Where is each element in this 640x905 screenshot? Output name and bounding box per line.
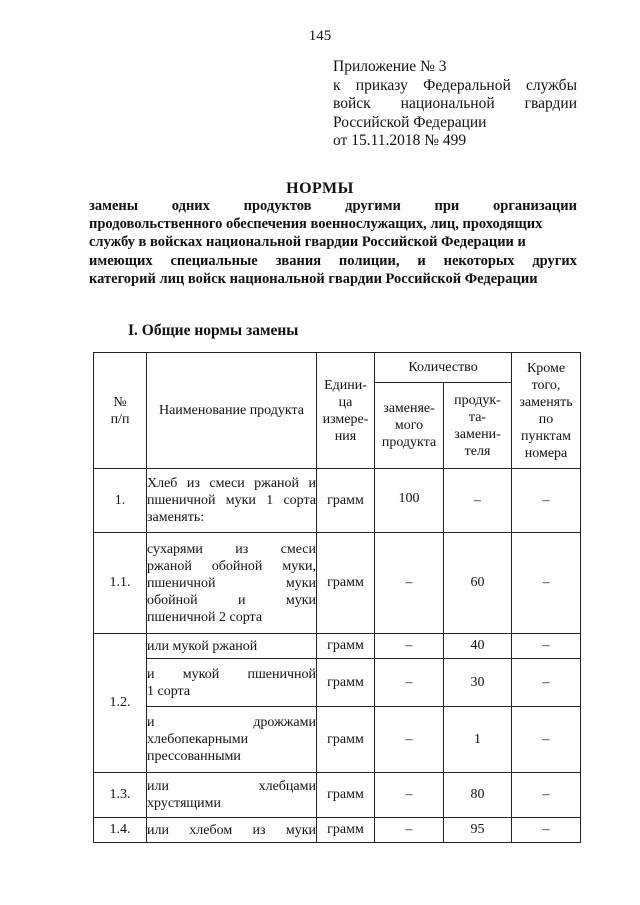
appendix-line-3 [333,95,577,114]
word: и [417,252,426,269]
word: гвардии [524,95,577,112]
row-unit: грамм [317,773,375,818]
row-replaced: – [375,773,444,818]
row-replacing: 60 [444,533,512,634]
name-line [147,592,316,609]
word: из [235,541,249,557]
header-unit [317,353,375,469]
word: службы [526,76,577,94]
name-line: хрустящими [147,796,222,811]
name-line [147,558,316,575]
word: из [252,822,266,838]
word: национальной [400,95,495,112]
name-line [147,822,316,839]
name-line [147,666,316,683]
row-name [147,634,317,659]
word: пшеничной [247,666,316,682]
header-num-line: п/п [110,411,130,427]
row-replaced: – [375,818,444,843]
header-extra-line: пунктам [521,428,571,444]
row-replaced: – [375,533,444,634]
header-unit-line: ца [338,394,353,410]
page-number: 145 [308,28,332,44]
row-replacing: 40 [444,634,512,659]
header-extra [512,353,581,469]
word: сухарями [147,541,203,557]
word: пшеничной [147,493,216,508]
word: муки, [282,558,316,574]
row-replacing: 1 [444,707,512,773]
header-extra-line: того, [531,377,561,393]
row-unit: грамм [317,707,375,773]
table-row [94,469,581,533]
word: муки [285,592,316,608]
norms-table [93,352,581,843]
word: полиции, [338,252,400,269]
table-row [94,773,581,818]
word: пшеничной [147,575,216,591]
section-title: I. Общие нормы замены [128,322,299,339]
word: к [333,76,341,94]
row-num: 1.4. [94,818,147,843]
row-extra: – [512,707,581,773]
word: продуктов [243,198,312,214]
appendix-line-1: Приложение № 3 [333,58,447,75]
word: приказу [355,76,408,94]
row-num: 1.2. [94,634,147,773]
row-extra: – [512,634,581,659]
word: сорта [283,493,316,508]
header-quantity: Количество [375,353,512,383]
row-name [147,707,317,773]
word: замены [89,198,139,214]
word: мукой [182,666,220,682]
word: хлебом [189,822,233,838]
word: звания [275,252,322,269]
row-extra: – [512,659,581,707]
word: имеющих [89,252,153,269]
row-unit: грамм [317,533,375,634]
row-replaced: – [375,707,444,773]
name-line: хлебопекарными прессованными [147,732,249,764]
row-name [147,773,317,818]
word: некоторых [443,252,515,269]
word: обойной [147,592,198,608]
row-extra: – [512,818,581,843]
name-line [147,575,316,592]
header-unit-line: ния [334,428,357,444]
row-num: 1. [94,469,147,533]
header-name: Наименование продукта [147,353,317,469]
row-name [147,659,317,707]
header-extra-line: Кроме [526,360,566,376]
row-replaced: – [375,634,444,659]
document-subtitle [89,197,577,288]
header-replacing [444,383,512,469]
header-replaced-line: заменяе- [383,401,435,416]
word: Федеральной [423,76,511,94]
row-replacing: 80 [444,773,512,818]
row-unit: грамм [317,469,375,533]
word: войск [333,95,371,112]
subtitle-line-1 [89,197,577,215]
row-extra: – [512,469,581,533]
word: или [147,822,169,838]
header-replaced-line: мого [394,418,424,433]
subtitle-line-3: службу в войсках национальной гвардии Российской Федерации и [89,234,526,251]
name-line: заменять: [147,510,205,525]
word: 1 [266,493,274,508]
name-line: пшеничной 2 сорта [147,609,263,625]
appendix-line-5: от 15.11.2018 № 499 [333,132,467,149]
appendix-line-2 [333,77,577,96]
table-row [94,533,581,634]
appendix-block [333,58,577,151]
word: другими [345,198,401,214]
word: одних [171,198,210,214]
header-unit-line: Едини- [324,377,367,393]
header-replaced-line: продукта [381,435,437,450]
row-extra: – [512,533,581,634]
name-line [147,492,316,509]
word: и [147,715,155,730]
row-num: 1.1. [94,533,147,634]
row-name [147,469,317,533]
row-unit: грамм [317,818,375,843]
name-line: 1 сорта [147,683,191,699]
header-extra-line: номера [524,445,568,461]
header-num-line: № [113,394,127,410]
row-replaced: – [375,659,444,707]
word: других [532,252,577,269]
word: муки [225,493,256,508]
word: обойной [211,558,263,574]
word: специальные [170,252,258,269]
word: дрожжами [253,715,316,730]
row-name [147,818,317,843]
table-row [94,707,581,773]
word: ржаной [147,558,192,574]
row-unit: грамм [317,634,375,659]
header-num [94,353,147,469]
name-line [147,714,316,731]
row-num: 1.3. [94,773,147,818]
table-row [94,818,581,843]
header-extra-line: заменять [519,394,573,410]
word: и [237,592,246,608]
word: Хлеб [147,476,178,491]
header-replaced [375,383,444,469]
subtitle-line-2: продовольственного обеспечения военнослужащих, лиц, проходящих [89,216,543,233]
word: смеси [280,541,316,557]
word: смеси [209,476,245,491]
row-extra: – [512,773,581,818]
row-name [147,533,317,634]
word: муки [285,575,316,591]
row-replacing: – [444,469,512,533]
word: организации [493,198,577,214]
header-replacing-line: теля [464,443,491,459]
row-replacing: 30 [444,659,512,707]
subtitle-line-4 [89,252,577,270]
header-replacing-line: замени- [454,426,501,442]
header-unit-line: измере- [322,411,369,427]
subtitle-line-5: категорий лиц войск национальной гвардии Российской Федерации [89,270,538,287]
word: муки [285,822,316,838]
appendix-line-4: Российской Федерации [333,113,487,131]
header-extra-line: по [538,411,554,427]
row-replaced: 100 [375,469,444,533]
table-row [94,634,581,659]
row-replacing: 95 [444,818,512,843]
word: или [147,779,169,794]
header-replacing-line: та- [468,409,487,425]
row-unit: грамм [317,659,375,707]
word: ржаной [254,476,300,491]
word: хлебцами [258,779,316,794]
table-row [94,659,581,707]
name-line: или мукой ржаной [147,638,258,654]
name-line [147,541,316,558]
name-line [147,475,316,492]
name-line [147,778,316,795]
word: из [186,476,200,491]
header-replacing-line: продук- [454,392,501,408]
word: и [147,666,155,682]
document-title: НОРМЫ [286,180,354,197]
word: и [308,476,316,491]
word: при [434,198,460,214]
